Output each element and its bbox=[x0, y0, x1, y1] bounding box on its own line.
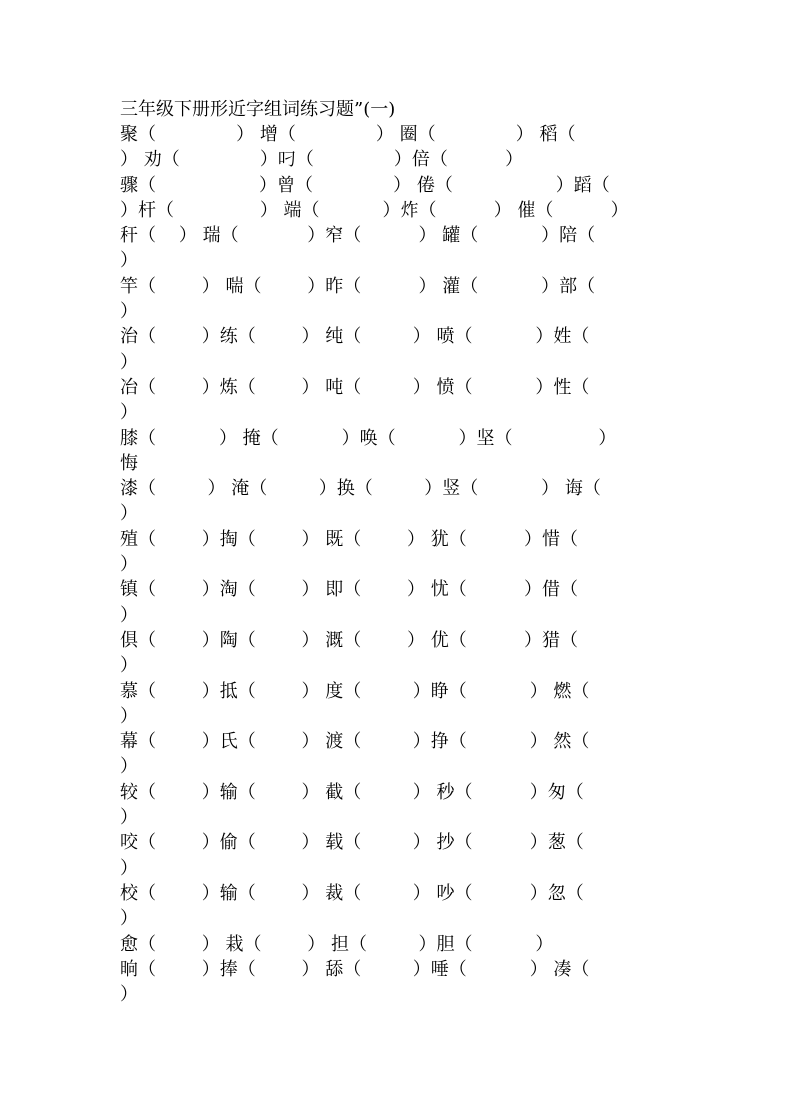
exercise-line: 秆（ ） 瑞（ ）窄（ ） 罐（ ）陪（ bbox=[120, 225, 596, 247]
exercise-line: 镇（ ）淘（ ） 即（ ） 忧（ ）借（ bbox=[120, 579, 578, 601]
exercise-lines bbox=[120, 122, 672, 1007]
exercise-line: 慕（ ）抵（ ） 度（ ）睁（ ） 燃（ bbox=[120, 680, 590, 702]
exercise-line: 膝（ ） 掩（ ）唤（ ）坚（ ） bbox=[120, 427, 617, 449]
exercise-line: ） bbox=[120, 705, 138, 727]
exercise-line: 幕（ ）氏（ ） 渡（ ）挣（ ） 然（ bbox=[120, 731, 590, 753]
exercise-line: 聚（ ） 增（ ） 圈（ ） 稻（ bbox=[120, 124, 576, 145]
exercise-line: ） bbox=[120, 857, 138, 879]
exercise-line: 治（ ）练（ ） 纯（ ） 喷（ ）姓（ bbox=[120, 326, 590, 348]
exercise-line: 校（ ）输（ ） 裁（ ） 吵（ ）忽（ bbox=[120, 882, 584, 904]
exercise-line: 较（ ）输（ ） 截（ ） 秒（ ）匆（ bbox=[120, 781, 584, 803]
exercise-line: 竿（ ） 喘（ ）昨（ ） 灌（ ）部（ bbox=[120, 275, 596, 297]
worksheet-page bbox=[120, 98, 672, 1007]
exercise-line: ） bbox=[120, 604, 138, 626]
exercise-line: ） bbox=[120, 756, 138, 778]
exercise-line: 漆（ ） 淹（ ）换（ ）竖（ ） 诲（ bbox=[120, 478, 601, 500]
worksheet-title: 三年级下册形近字组词练习题”(一) bbox=[120, 99, 396, 120]
exercise-line: ） bbox=[120, 402, 138, 424]
exercise-line: 冶（ ）炼（ ） 吨（ ） 愤（ ）性（ bbox=[120, 376, 590, 398]
exercise-line: 咬（ ）偷（ ） 载（ ） 抄（ ）葱（ bbox=[120, 832, 584, 854]
exercise-line: 愈（ ） 栽（ ） 担（ ）胆（ ） bbox=[120, 933, 554, 955]
exercise-line: ） bbox=[120, 503, 138, 525]
exercise-line: 晌（ ）捧（ ） 舔（ ）唾（ ） 凑（ bbox=[120, 958, 590, 980]
exercise-line: ） bbox=[120, 807, 138, 829]
exercise-line: ） bbox=[120, 250, 138, 272]
exercise-line: 悔 bbox=[120, 452, 138, 474]
exercise-line: 殖（ ）掏（ ） 既（ ） 犹（ ）惜（ bbox=[120, 528, 578, 550]
exercise-line: ） bbox=[120, 301, 138, 323]
exercise-line: ） bbox=[120, 554, 138, 576]
exercise-line: ） bbox=[120, 351, 138, 373]
exercise-line: ） bbox=[120, 908, 138, 930]
exercise-line: 俱（ ）陶（ ） 溉（ ） 优（ ）猎（ bbox=[120, 629, 578, 651]
exercise-line: ） 劝（ ）叼（ ）倍（ ） bbox=[120, 149, 524, 171]
exercise-line: ） bbox=[120, 984, 138, 1006]
exercise-line: ） bbox=[120, 655, 138, 677]
exercise-line: 骤（ ）曾（ ） 倦（ ）蹈（ bbox=[120, 174, 610, 196]
exercise-line: ）杆（ ） 端（ ）炸（ ） 催（ ） bbox=[120, 199, 629, 221]
